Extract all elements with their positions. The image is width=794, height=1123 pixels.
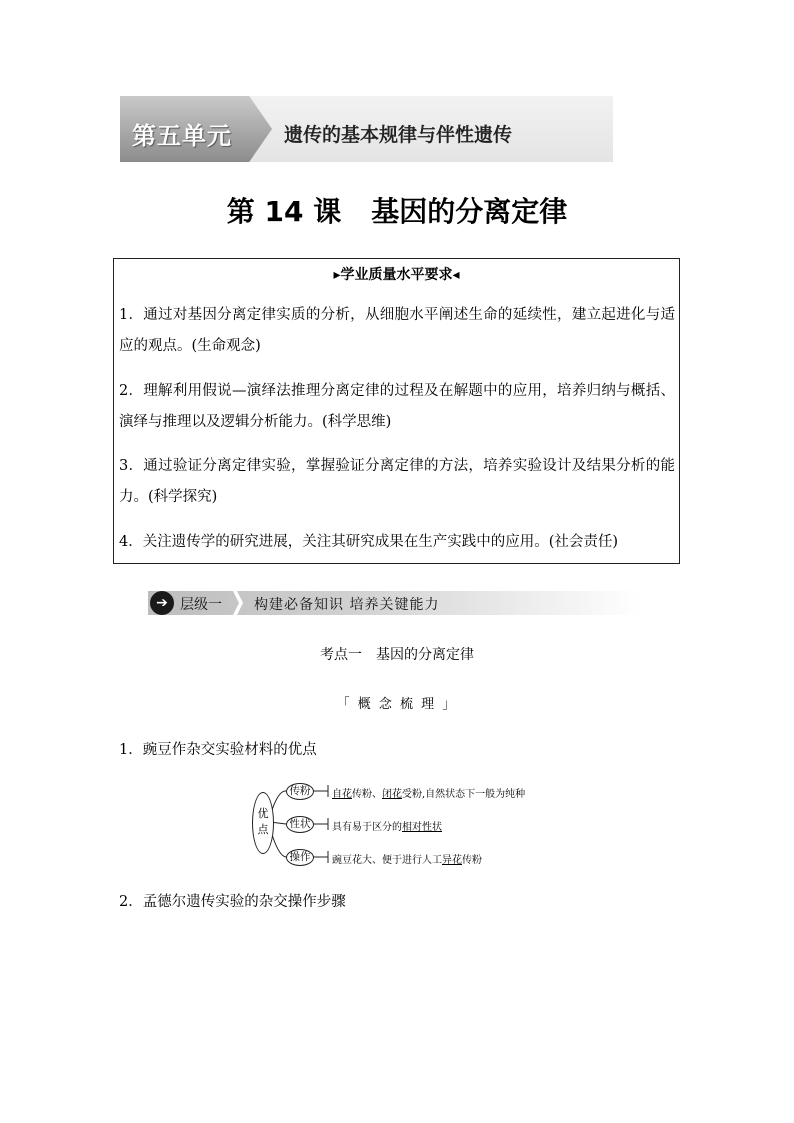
diagram-text-operation [332, 851, 482, 866]
diagram-text: 具有易于区分的 [332, 822, 402, 833]
requirement-item-4: 4．关注遗传学的研究进展，关注其研究成果在生产实践中的应用。(社会责任) [119, 534, 619, 550]
diagram-root-label: 优点 [257, 807, 269, 836]
requirements-heading: ▸学业质量水平要求◂ [333, 267, 460, 283]
arrow-right-circle-icon: ➔ [150, 591, 174, 615]
lesson-number: 第 14 课 [226, 195, 342, 228]
requirement-item-1: 1．通过对基因分离定律实质的分析，从细胞水平阐述生命的延续性，建立起进化与适应的观点。(生命观念) [119, 307, 675, 354]
unit-label: 第五单元 [132, 122, 232, 150]
level-text: 构建必备知识 培养关键能力 [254, 597, 440, 613]
diagram-text: 受粉,自然状态下一般为纯种 [402, 789, 526, 800]
diagram-text: 豌豆花大、便于进行人工 [332, 855, 442, 866]
diagram-root [252, 792, 274, 854]
diagram-fill: 异花 [442, 855, 462, 866]
diagram-node-operation: 操作 [286, 849, 314, 866]
lesson-name: 基因的分离定律 [371, 195, 568, 228]
diagram-fill: 闭花 [382, 789, 402, 800]
heading-cross-steps: 2．孟德尔遗传实验的杂交操作步骤 [119, 894, 346, 910]
diagram-fill: 相对性状 [402, 822, 442, 833]
diagram-fill: 自花 [332, 789, 352, 800]
diagram-node-traits: 性状 [286, 816, 314, 833]
requirement-item-2: 2．理解利用假说—演绎法推理分离定律的过程及在解题中的应用，培养归纳与概括、演绎与推理以及逻辑分析能力。(科学思维) [119, 383, 675, 430]
diagram-text: 传粉、 [352, 789, 382, 800]
diagram-text-pollination [332, 785, 525, 800]
heading-pea-advantages: 1．豌豆作杂交实验材料的优点 [119, 742, 317, 758]
kaodian-title: 考点一 基因的分离定律 [320, 647, 474, 663]
requirement-item-3: 3．通过验证分离定律实验，掌握验证分离定律的方法，培养实验设计及结果分析的能力。(科学探究) [119, 458, 675, 505]
unit-title: 遗传的基本规律与伴性遗传 [284, 124, 513, 146]
diagram-node-pollination: 传粉 [286, 783, 314, 800]
concept-label: 「 概 念 梳 理 」 [336, 697, 458, 712]
lesson-title [0, 190, 794, 230]
diagram-text-traits [332, 818, 442, 833]
level-label: 层级一 [180, 597, 222, 613]
diagram-text: 传粉 [462, 855, 482, 866]
